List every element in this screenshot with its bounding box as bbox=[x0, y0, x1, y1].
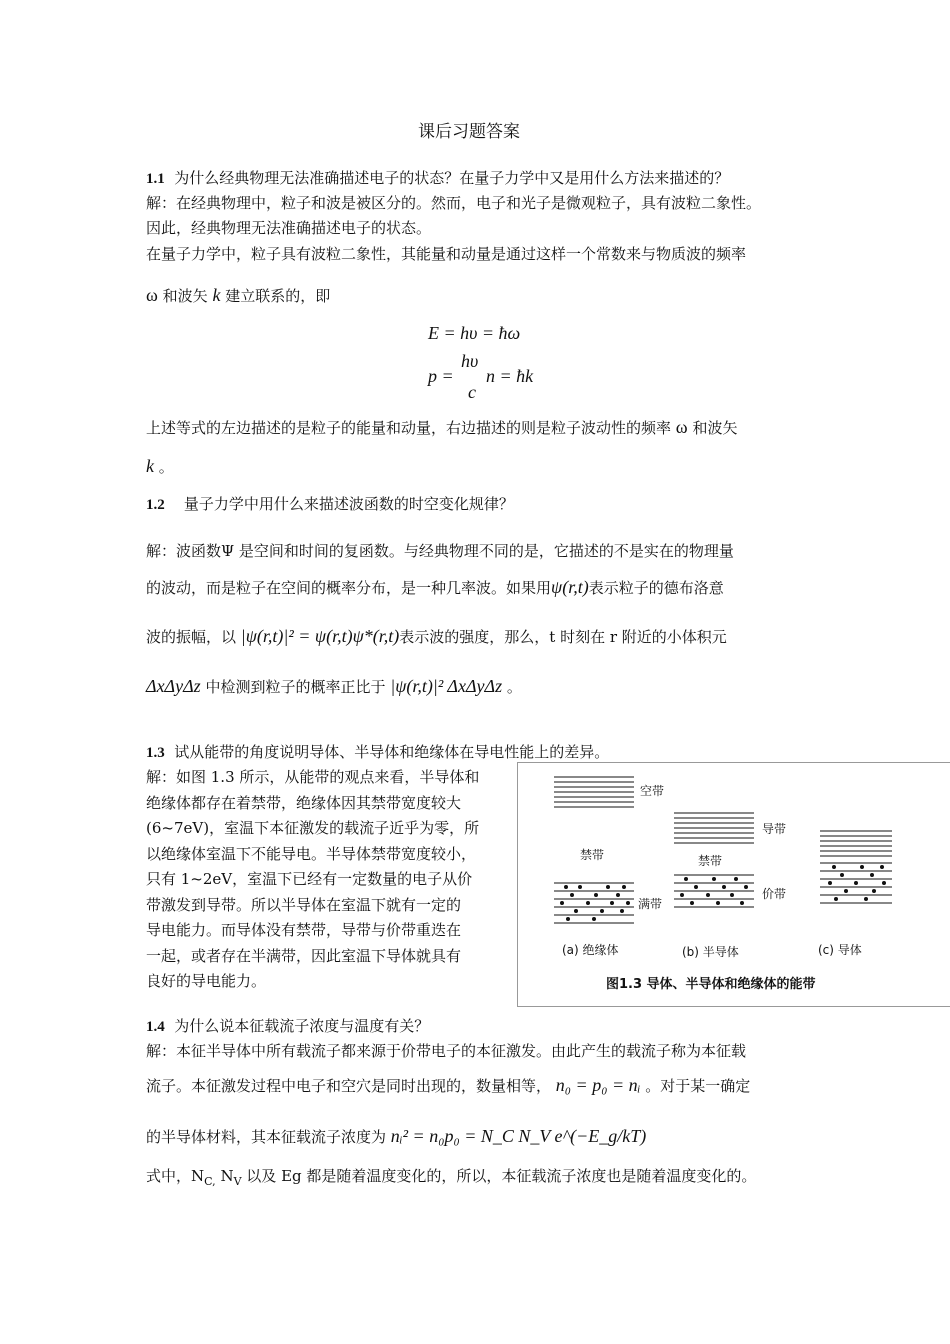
label-valence-band: 价带 bbox=[762, 887, 787, 901]
answer-line: 流子。本征激发过程中电子和空穴是同时出现的，数量相等， n₀ = p₀ = nᵢ 。对于某一确定 bbox=[146, 1075, 751, 1095]
question-number: 1.1 bbox=[146, 171, 165, 187]
label-full-band: 满带 bbox=[638, 897, 663, 911]
question-1-1 bbox=[146, 167, 729, 188]
subcaption-semiconductor: (b) 半导体 bbox=[682, 945, 739, 959]
question-number: 1.3 bbox=[146, 745, 165, 761]
question-number: 1.4 bbox=[146, 1019, 165, 1035]
answer-line: 解：本征半导体中所有载流子都来源于价带电子的本征激发。由此产生的载流子称为本征载 bbox=[146, 1042, 747, 1060]
label-forbidden-band-b: 禁带 bbox=[698, 854, 723, 868]
label-conduction-band: 导带 bbox=[762, 822, 787, 836]
insulator-empty-band bbox=[554, 777, 634, 807]
answer-line: 因此，经典物理无法准确描述电子的状态。 bbox=[146, 219, 432, 237]
label-forbidden-band-a: 禁带 bbox=[580, 848, 605, 862]
conductor-electrons bbox=[828, 865, 886, 901]
equation-energy: E = hυ = ħω bbox=[428, 323, 521, 343]
answer-line: (6~7eV)，室温下本征激发的载流子近乎为零，所 bbox=[146, 819, 480, 837]
figure-caption: 图1.3 导体、半导体和绝缘体的能带 bbox=[606, 977, 816, 992]
question-text: 为什么说本征载流子浓度与温度有关？ bbox=[174, 1017, 430, 1035]
question-1-4 bbox=[146, 1015, 429, 1036]
question-1-2 bbox=[146, 493, 514, 514]
answer-line: 波的振幅，以 |ψ(r,t)|² = ψ(r,t)ψ*(r,t)表示波的强度，那么，t 时刻在 r 附近的小体积元 bbox=[146, 626, 727, 646]
energy-band-figure bbox=[517, 762, 950, 1007]
answer-line: 的波动，而是粒子在空间的概率分布，是一种几率波。如果用ψ(r,t)表示粒子的德布洛意 bbox=[146, 577, 724, 597]
answer-line: 的半导体材料，其本征载流子浓度为 nᵢ² = n₀p₀ = N_C N_V e^(−E_g/kT) bbox=[146, 1126, 647, 1146]
subcaption-insulator: (a) 绝缘体 bbox=[562, 943, 619, 957]
answer-line: ω 和波矢 k 建立联系的，即 bbox=[146, 285, 331, 305]
question-text: 为什么经典物理无法准确描述电子的状态？在量子力学中又是用什么方法来描述的？ bbox=[174, 169, 730, 187]
answer-line: 带激发到导带。所以半导体在室温下就有一定的 bbox=[146, 895, 462, 914]
psi-expression: ψ(r,t) bbox=[551, 577, 589, 597]
answer-line: 解：在经典物理中，粒子和波是被区分的。然而，电子和光子是微观粒子，具有波粒二象性。 bbox=[146, 194, 762, 212]
label-empty-band: 空带 bbox=[640, 784, 665, 798]
volume-element: ΔxΔyΔz bbox=[146, 676, 201, 696]
question-text: 量子力学中用什么来描述波函数的时空变化规律？ bbox=[183, 495, 514, 513]
psi-intensity-expression: |ψ(r,t)|² = ψ(r,t)ψ*(r,t) bbox=[240, 626, 400, 646]
answer-line: 以绝缘体室温下不能导电。半导体禁带宽度较小， bbox=[146, 844, 477, 863]
answer-line: 良好的导电能力。 bbox=[146, 972, 267, 990]
subcaption-conductor: (c) 导体 bbox=[818, 943, 862, 957]
question-text: 试从能带的角度说明导体、半导体和绝缘体在导电性能上的差异。 bbox=[174, 743, 610, 761]
answer-line: k 。 bbox=[146, 456, 174, 476]
question-number: 1.2 bbox=[146, 497, 165, 513]
answer-line: 解：如图 1.3 所示，从能带的观点来看，半导体和 bbox=[146, 768, 480, 786]
answer-line: 绝缘体都存在着禁带，绝缘体因其禁带宽度较大 bbox=[146, 793, 462, 812]
answer-line: 一起，或者存在半满带，因此室温下导体就具有 bbox=[146, 946, 462, 965]
answer-line: 只有 1~2eV，室温下已经有一定数量的电子从价 bbox=[146, 870, 473, 888]
semiconductor-conduction-band bbox=[674, 813, 754, 843]
omega-symbol: ω bbox=[146, 285, 158, 305]
answer-paragraph bbox=[146, 765, 479, 995]
answer-line: ΔxΔyΔz 中检测到粒子的概率正比于 |ψ(r,t)|² ΔxΔyΔz 。 bbox=[146, 676, 522, 696]
insulator-electrons bbox=[560, 885, 630, 921]
answer-line: 在量子力学中，粒子具有波粒二象性，其能量和动量是通过这样一个常数来与物质波的频率 bbox=[146, 245, 747, 263]
probability-expression: |ψ(r,t)|² ΔxΔyΔz bbox=[390, 676, 503, 696]
intrinsic-concentration-equation: nᵢ² = n₀p₀ = N_C N_V e^(−E_g/kT) bbox=[390, 1126, 647, 1146]
energy-band-diagram bbox=[518, 763, 950, 1006]
page-title: 课后习题答案 bbox=[418, 122, 520, 142]
equilibrium-equation: n₀ = p₀ = nᵢ bbox=[555, 1075, 641, 1095]
answer-line: 解：波函数Ψ 是空间和时间的复函数。与经典物理不同的是，它描述的不是实在的物理量 bbox=[146, 542, 734, 560]
question-1-3 bbox=[146, 741, 609, 762]
k-symbol: k bbox=[212, 285, 221, 305]
answer-line: 上述等式的左边描述的是粒子的能量和动量，右边描述的则是粒子波动性的频率 ω 和波矢 bbox=[146, 417, 738, 437]
answer-line: 导电能力。而导体没有禁带，导带与价带重迭在 bbox=[146, 921, 462, 939]
answer-line: 式中，$N_{C,}$ $N_V$ 以及 Eg 都是随着温度变化的，所以，本征载流子浓度也是随着温度变化的。 bbox=[146, 1167, 757, 1188]
